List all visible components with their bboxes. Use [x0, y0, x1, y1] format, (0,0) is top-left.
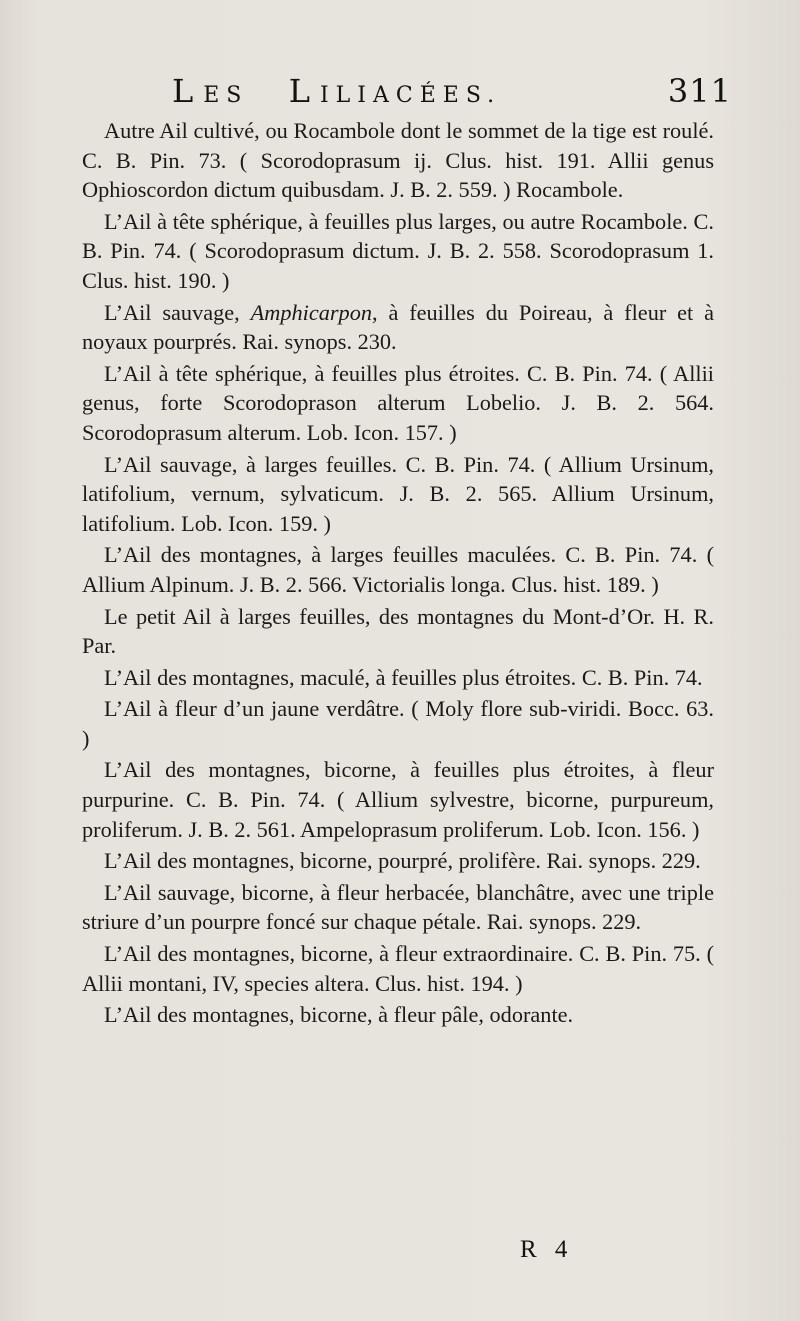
entry-3 [82, 298, 714, 357]
entry-12: L’Ail sauvage, bicorne, à fleur herbacée, blanchâtre, avec une triple striure d’un pourpre foncé sur chaque pétale. Rai. synops. 229. [82, 879, 714, 935]
signature-mark: R 4 [520, 1236, 574, 1263]
entry-3-italic-term: Amphicarpon [250, 299, 372, 325]
entry-13: L’Ail des montagnes, bicorne, à fleur extraordinaire. C. B. Pin. 75. ( Allii montani, IV, species altera. Clus. hist. 194. ) [82, 941, 714, 996]
title-initial-2: L [288, 72, 320, 110]
title-initial-1: L [172, 72, 204, 110]
entry-1: Autre Ail cultivé, ou Rocambole dont le sommet de la tige est roulé. C. B. Pin. 73. ( Scorodoprasum ij. Clus. hist. 191. Allii genus Ophioscordon dictum quibusdam. J. B. 2. 559. ) Rocambole. [82, 118, 714, 203]
running-title [172, 72, 501, 110]
entry-7: Le petit Ail à larges feuilles, des montagnes du Mont-d’Or. H. R. Par. [82, 603, 714, 659]
page-header [60, 72, 732, 122]
entry-5: L’Ail sauvage, à larges feuilles. C. B. Pin. 74. ( Allium Ursinum, latifolium, vernum, sylvaticum. J. B. 2. 565. Allium Ursinum, latifolium. Lob. Icon. 159. ) [82, 451, 714, 536]
page-number: 311 [667, 72, 732, 110]
entry-10: L’Ail des montagnes, bicorne, à feuilles plus étroites, à fleur purpurine. C. B. Pin. 74. ( Allium sylvestre, bicorne, purpureum, proliferum. J. B. 2. 561. Ampeloprasum proliferum. Lob. Icon. 156. ) [82, 757, 714, 842]
title-rest-2: ILIACÉES. [319, 83, 502, 108]
entry-11: L’Ail des montagnes, bicorne, pourpré, prolifère. Rai. synops. 229. [104, 848, 701, 874]
entry-14: L’Ail des montagnes, bicorne, à fleur pâle, odorante. [104, 1002, 574, 1028]
entry-4: L’Ail à tête sphérique, à feuilles plus étroites. C. B. Pin. 74. ( Allii genus, forte Scorodoprason alterum Lobelio. J. B. 2. 564. Scorodoprasum alterum. Lob. Icon. 157. ) [82, 360, 714, 445]
entry-6: L’Ail des montagnes, à larges feuilles maculées. C. B. Pin. 74. ( Allium Alpinum. J. B. 2. 566. Victorialis longa. Clus. hist. 189. ) [82, 542, 714, 597]
title-rest-1: ES [203, 83, 249, 108]
entry-8: L’Ail des montagnes, maculé, à feuilles plus étroites. C. B. Pin. 74. [104, 664, 703, 690]
body-text [82, 116, 714, 1030]
entry-3-prefix: L’Ail sauvage, [104, 299, 251, 325]
entry-2: L’Ail à tête sphérique, à feuilles plus larges, ou autre Rocambole. C. B. Pin. 74. ( Scorodoprasum dictum. J. B. 2. 558. Scorodoprasum 1. Clus. hist. 190. ) [82, 208, 714, 293]
entry-3-suffix: , à feuilles du Poireau, à fleur et à noyaux pourprés. Rai. synops. 230. [82, 299, 714, 355]
entry-9: L’Ail à fleur d’un jaune verdâtre. ( Moly flore sub-viridi. Bocc. 63. ) [82, 696, 714, 751]
